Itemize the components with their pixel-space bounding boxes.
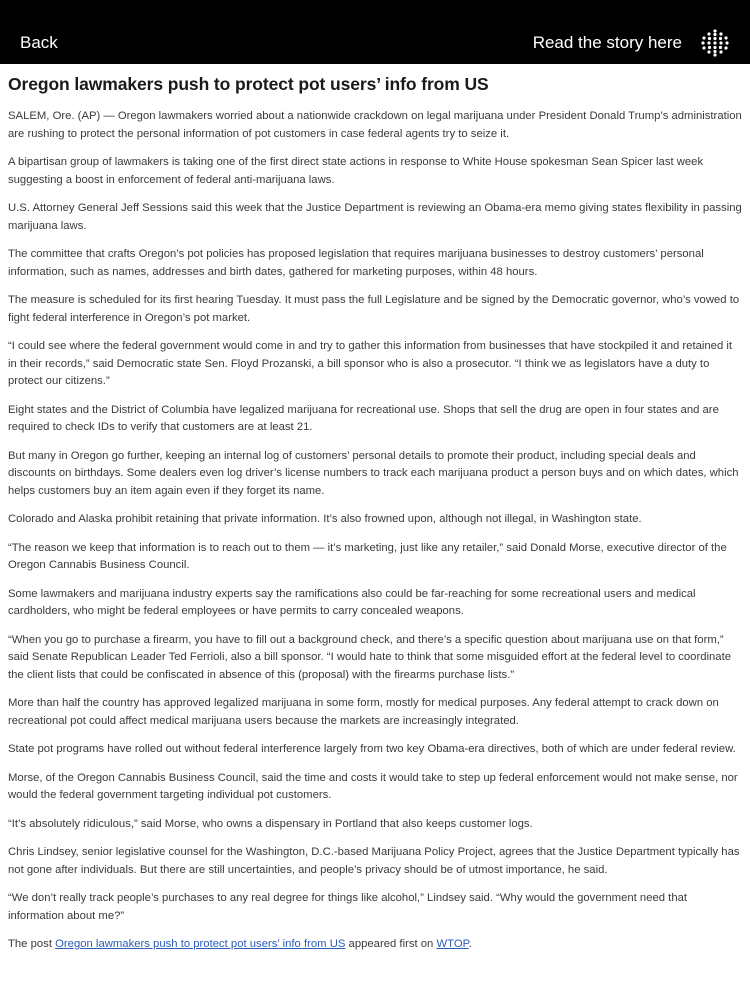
article-paragraph: “I could see where the federal government would come in and try to gather this information from businesses that have stockpiled it and retained it in their records,” said Democratic state Sen. Floyd Prozanski, a bill sponsor who is also a prosecutor. “I think we as legislators have a duty to protect our citizens.”: [8, 340, 733, 387]
top-navigation-bar: [0, 0, 750, 64]
article-footer: [8, 936, 742, 954]
article-paragraph: A bipartisan group of lawmakers is taking one of the first direct state actions in response to White House spokesman Sean Spicer last week suggesting a boost in enforcement of federal anti-marijuana laws.: [8, 156, 704, 186]
article-title: Oregon lawmakers push to protect pot users’ info from US: [8, 74, 489, 94]
back-button[interactable]: Back: [20, 33, 58, 52]
article-paragraph: Chris Lindsey, senior legislative counsel for the Washington, D.C.-based Marijuana Policy Project, agrees that the Justice Department typically has not gone after individuals. But there are still uncertainties, and people’s privacy should be of utmost importance, he said.: [8, 846, 740, 876]
dots-grid-icon[interactable]: [700, 28, 730, 58]
article-paragraph: State pot programs have rolled out without federal interference largely from two key Obama-era directives, both of which are under federal review.: [8, 743, 736, 755]
footer-suffix: .: [468, 938, 472, 950]
article-paragraph: More than half the country has approved legalized marijuana in some form, mostly for medical purposes. Any federal attempt to crack down on recreational pot could affect medical marijuana users because the markets are increasingly integrated.: [8, 697, 719, 727]
footer-prefix: The post: [8, 938, 56, 950]
article-paragraph: But many in Oregon go further, keeping an internal log of customers’ personal details to promote their product, including special deals and discounts on birthdays. Some dealers even log driver’s license numbers to track each marijuana product a person buys and on which dates, which helps customers buy an item again even if they forget its name.: [8, 449, 739, 497]
article-paragraph: Colorado and Alaska prohibit retaining that private information. It’s also frowned upon, although not illegal, in Washington state.: [8, 513, 642, 525]
read-story-button[interactable]: Read the story here: [532, 33, 682, 52]
article-paragraph: Some lawmakers and marijuana industry experts say the ramifications also could be far-reaching for some recreational users and medical cardholders, who might be federal employees or have permits to carry concealed weapons.: [8, 587, 696, 617]
article-paragraph: “When you go to purchase a firearm, you have to fill out a background check, and there’s a specific question about marijuana use on that form,” said Senate Republican Leader Ted Ferrioli, also a bill sponsor. “I would hate to think that some misguided effort at the federal level to coordinate the client lists that could be confiscated in absence of this (proposal) with the firearms purchase lists.”: [8, 633, 732, 681]
article-paragraph: Eight states and the District of Columbia have legalized marijuana for recreational use. Shops that sell the drug are open in four states and are required to check IDs to verify that customers are at least 21.: [8, 403, 719, 433]
article-paragraph: Morse, of the Oregon Cannabis Business Council, said the time and costs it would take to step up federal enforcement would not make sense, nor would the federal government targeting individual pot customers.: [8, 771, 738, 801]
site-link[interactable]: WTOP: [436, 938, 469, 950]
article-paragraph: “We don’t really track people’s purchases to any real degree for things like alcohol,” Lindsey said. “Why would the government need that information about me?”: [8, 892, 688, 922]
article-source-link[interactable]: Oregon lawmakers push to protect pot users’ info from US: [55, 938, 346, 950]
article-paragraph: “It’s absolutely ridiculous,” said Morse, who owns a dispensary in Portland that also keeps customer logs.: [8, 817, 533, 830]
footer-middle: appeared first on: [345, 938, 437, 950]
article-paragraph: The measure is scheduled for its first hearing Tuesday. It must pass the full Legislature and be signed by the Democratic governor, who’s vowed to fight federal interference in Oregon’s pot market.: [8, 294, 740, 324]
article-content: [8, 70, 742, 954]
article-paragraph: U.S. Attorney General Jeff Sessions said this week that the Justice Department is reviewing an Obama-era memo giving states flexibility in passing marijuana laws.: [8, 202, 742, 232]
article-paragraph: SALEM, Ore. (AP) — Oregon lawmakers worried about a nationwide crackdown on legal marijuana under President Donald Trump’s administration are rushing to protect the personal information of pot customers in case federal agents try to seize it.: [8, 110, 742, 140]
article-paragraph: The committee that crafts Oregon’s pot policies has proposed legislation that requires marijuana businesses to destroy customers’ personal information, such as names, addresses and birth dates, gathered for marketing purposes, within 48 hours.: [8, 248, 704, 278]
article-paragraph: “The reason we keep that information is to reach out to them — it’s marketing, just like any retailer,” said Donald Morse, executive director of the Oregon Cannabis Business Council.: [8, 541, 727, 571]
